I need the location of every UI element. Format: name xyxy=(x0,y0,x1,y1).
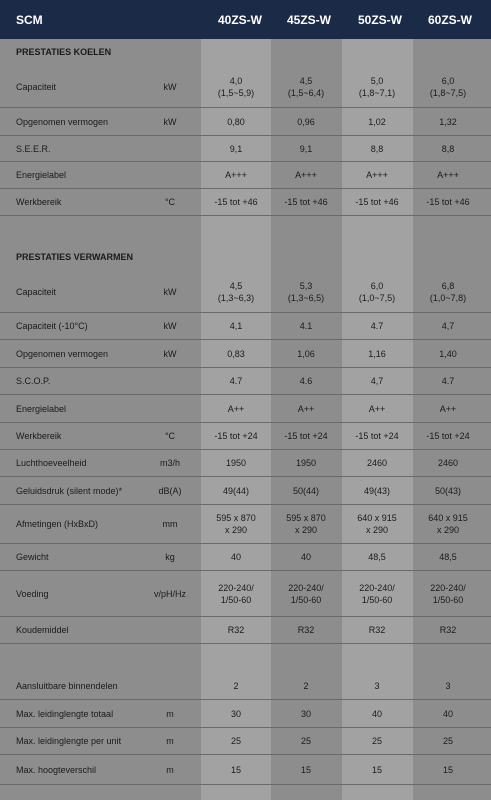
row-value xyxy=(413,551,483,563)
row-value xyxy=(271,75,341,99)
value-line: 1,16 xyxy=(368,348,386,359)
value-line: -15 tot +46 xyxy=(284,197,328,207)
row-label: Capaciteit xyxy=(16,287,57,297)
value-line: -15 tot +24 xyxy=(426,431,470,441)
row-value xyxy=(201,735,271,747)
value-line: 6,0 xyxy=(441,75,455,86)
value-line: 9,1 xyxy=(299,143,313,154)
value-line: 2 xyxy=(233,681,239,691)
table-row xyxy=(0,673,491,700)
row-value xyxy=(201,320,271,332)
row-value xyxy=(342,196,412,208)
value-line: 40 xyxy=(371,708,382,719)
row-value xyxy=(271,280,341,304)
value-line: A+++ xyxy=(225,170,247,180)
value-line: 220-240/ xyxy=(430,582,466,593)
value-line: 4,7 xyxy=(441,321,455,331)
row-value xyxy=(342,680,412,692)
value-line: 220-240/ xyxy=(359,582,395,593)
row-value xyxy=(342,551,412,563)
row-value xyxy=(342,624,412,636)
value-line: 4.7 xyxy=(229,376,243,386)
table-row xyxy=(0,571,491,617)
model-60: 60ZS-W xyxy=(428,13,473,27)
row-value xyxy=(201,169,271,181)
value-line: 3 xyxy=(445,681,451,691)
value-line: 4,5 xyxy=(299,75,313,86)
value-line: 15 xyxy=(300,764,311,775)
row-unit: °C xyxy=(164,197,176,207)
value-line: R32 xyxy=(297,625,315,635)
row-unit: kW xyxy=(163,348,177,359)
value-line: 220-240/ xyxy=(218,582,254,593)
value-line: 220-240/ xyxy=(288,582,324,593)
value-line: x 290 xyxy=(294,525,318,535)
row-unit: kW xyxy=(163,81,177,92)
value-line: (1,8~7,5) xyxy=(429,87,467,98)
row-label: Voeding xyxy=(16,588,49,599)
value-line: 1950 xyxy=(225,458,247,468)
row-value xyxy=(271,485,341,497)
row-value xyxy=(201,485,271,497)
row-unit: kW xyxy=(163,287,177,297)
value-line: -15 tot +24 xyxy=(355,431,399,441)
value-line: 25 xyxy=(230,736,241,746)
value-line: 25 xyxy=(371,736,382,746)
value-line: 15 xyxy=(442,764,453,775)
row-value xyxy=(413,375,483,387)
row-value xyxy=(342,280,412,304)
row-value xyxy=(413,196,483,208)
row-value xyxy=(201,708,271,720)
row-value xyxy=(342,457,412,469)
table-row xyxy=(0,700,491,728)
value-line: 30 xyxy=(230,708,241,719)
table-header xyxy=(0,0,491,39)
row-value xyxy=(201,551,271,563)
value-line: -15 tot +24 xyxy=(214,431,258,441)
value-line: (1,8~7,1) xyxy=(358,87,396,98)
table-row xyxy=(0,450,491,477)
value-line: 640 x 915 xyxy=(357,513,397,523)
row-value xyxy=(271,348,341,360)
value-line: 0,80 xyxy=(227,116,245,127)
row-value xyxy=(413,169,483,181)
row-value xyxy=(413,582,483,606)
value-line: 640 x 915 xyxy=(428,513,468,523)
value-line: x 290 xyxy=(224,525,248,535)
row-value xyxy=(201,430,271,442)
row-label: Capaciteit xyxy=(16,81,57,92)
row-value xyxy=(201,403,271,415)
value-line: A++ xyxy=(439,403,457,414)
value-line: 49(44) xyxy=(222,485,249,496)
value-line: (1,5~6,4) xyxy=(287,87,325,98)
value-line: 4.7 xyxy=(370,321,384,331)
model-50: 50ZS-W xyxy=(358,13,403,27)
row-label: Capaciteit (-10°C) xyxy=(16,321,88,331)
row-label: Energielabel xyxy=(16,403,67,414)
table-row xyxy=(0,505,491,544)
row-value xyxy=(271,764,341,776)
row-value xyxy=(342,116,412,128)
table-row xyxy=(0,477,491,505)
row-unit: m3/h xyxy=(159,458,180,468)
table-row xyxy=(0,189,491,216)
row-value xyxy=(201,348,271,360)
row-value xyxy=(271,551,341,563)
row-value xyxy=(342,320,412,332)
row-value xyxy=(201,280,271,304)
value-line: 2460 xyxy=(437,458,459,468)
row-value xyxy=(413,75,483,99)
row-label: Opgenomen vermogen xyxy=(16,116,109,127)
row-value xyxy=(271,624,341,636)
value-line: 6,0 xyxy=(370,281,384,291)
value-line: (1,5~5,9) xyxy=(217,87,255,98)
value-line: 8,8 xyxy=(370,143,384,154)
value-line: 595 x 870 xyxy=(286,513,326,523)
row-value xyxy=(271,143,341,155)
row-label: Afmetingen (HxBxD) xyxy=(16,519,99,529)
row-value xyxy=(201,75,271,99)
row-unit: kg xyxy=(165,552,175,562)
table-row xyxy=(0,617,491,644)
row-value xyxy=(413,116,483,128)
row-unit: kW xyxy=(163,321,177,331)
value-line: (1,3~6,3) xyxy=(217,293,255,303)
table-row xyxy=(0,395,491,423)
row-label: Opgenomen vermogen xyxy=(16,348,109,359)
row-value xyxy=(201,624,271,636)
value-line: 15 xyxy=(371,764,382,775)
row-value xyxy=(342,143,412,155)
row-value xyxy=(342,348,412,360)
value-line: 2 xyxy=(303,681,309,691)
row-value xyxy=(342,375,412,387)
value-line: 1,06 xyxy=(297,348,315,359)
row-value xyxy=(271,457,341,469)
row-label: Max. leidinglengte per unit xyxy=(16,736,122,746)
value-line: 8,8 xyxy=(441,143,455,154)
section-title-heating: PRESTATIES VERWARMEN xyxy=(16,252,134,262)
value-line: 4,1 xyxy=(229,321,243,331)
model-40: 40ZS-W xyxy=(218,13,263,27)
row-value xyxy=(413,485,483,497)
table-row xyxy=(0,66,491,108)
value-line: A+++ xyxy=(295,170,317,180)
value-line: 1,40 xyxy=(439,348,457,359)
row-value xyxy=(201,512,271,536)
value-line: (1,3~6,5) xyxy=(287,293,325,303)
value-line: 2460 xyxy=(366,458,388,468)
table-row xyxy=(0,136,491,162)
value-line: 1950 xyxy=(295,458,317,468)
value-line: 6,8 xyxy=(441,281,455,291)
value-line: 4.7 xyxy=(441,376,455,386)
row-value xyxy=(342,735,412,747)
section-title-cooling: PRESTATIES KOELEN xyxy=(16,47,112,57)
table-row xyxy=(0,755,491,785)
row-value xyxy=(342,582,412,606)
row-label: S.E.E.R. xyxy=(16,143,51,154)
row-label: Energielabel xyxy=(16,170,67,180)
row-value xyxy=(342,403,412,415)
value-line: 25 xyxy=(442,736,453,746)
model-45: 45ZS-W xyxy=(287,13,332,27)
value-line: 50(43) xyxy=(434,485,461,496)
table-row xyxy=(0,313,491,340)
row-value xyxy=(271,116,341,128)
row-value xyxy=(413,624,483,636)
row-label: Max. leidinglengte totaal xyxy=(16,708,114,719)
row-value xyxy=(201,196,271,208)
table-row xyxy=(0,108,491,136)
value-line: 48,5 xyxy=(439,552,457,562)
value-line: A++ xyxy=(297,403,315,414)
value-line: 1,32 xyxy=(439,116,457,127)
row-label: Geluidsdruk (silent mode)* xyxy=(16,485,123,496)
row-value xyxy=(342,430,412,442)
row-value xyxy=(201,764,271,776)
row-value xyxy=(413,280,483,304)
value-line: -15 tot +46 xyxy=(355,197,399,207)
row-value xyxy=(413,143,483,155)
row-value xyxy=(413,708,483,720)
row-value xyxy=(271,708,341,720)
row-value xyxy=(201,582,271,606)
value-line: 40 xyxy=(442,708,453,719)
row-label: Werkbereik xyxy=(16,431,62,441)
value-line: -15 tot +46 xyxy=(214,197,258,207)
table-row xyxy=(0,162,491,189)
table-row xyxy=(0,272,491,313)
value-line: 4.1 xyxy=(299,321,313,331)
value-line: -15 tot +46 xyxy=(426,197,470,207)
row-unit: m xyxy=(166,736,174,746)
row-value xyxy=(271,196,341,208)
value-line: 40 xyxy=(300,552,311,562)
value-line: R32 xyxy=(368,625,386,635)
table-row xyxy=(0,423,491,450)
value-line: (1,0~7,5) xyxy=(358,293,396,303)
row-value xyxy=(271,430,341,442)
row-label: Koudemiddel xyxy=(16,625,69,635)
row-value xyxy=(342,75,412,99)
value-line: 5,3 xyxy=(299,281,313,291)
value-line: A+++ xyxy=(366,170,388,180)
value-line: (1,0~7,8) xyxy=(429,293,467,303)
table-row xyxy=(0,728,491,755)
row-value xyxy=(271,582,341,606)
row-value xyxy=(271,403,341,415)
value-line: 48,5 xyxy=(368,552,386,562)
row-value xyxy=(201,143,271,155)
value-line: 4,0 xyxy=(229,75,243,86)
value-line: 30 xyxy=(300,708,311,719)
row-value xyxy=(342,485,412,497)
row-unit: m xyxy=(166,708,174,719)
row-label: Aansluitbare binnendelen xyxy=(16,681,118,691)
value-line: A++ xyxy=(368,403,386,414)
value-line: 4,7 xyxy=(370,376,384,386)
row-value xyxy=(271,735,341,747)
value-line: 9,1 xyxy=(229,143,243,154)
value-line: 1,02 xyxy=(368,116,386,127)
value-line: 595 x 870 xyxy=(216,513,256,523)
value-line: 1/50-60 xyxy=(361,594,393,605)
value-line: x 290 xyxy=(436,525,460,535)
value-line: 3 xyxy=(374,681,380,691)
row-label: Max. hoogteverschil xyxy=(16,764,97,775)
value-line: R32 xyxy=(227,625,245,635)
value-line: 15 xyxy=(230,764,241,775)
row-value xyxy=(271,169,341,181)
row-value xyxy=(413,764,483,776)
value-line: R32 xyxy=(439,625,457,635)
value-line: 40 xyxy=(230,552,241,562)
row-value xyxy=(201,116,271,128)
row-value xyxy=(342,512,412,536)
value-line: 49(43) xyxy=(363,485,390,496)
row-value xyxy=(271,320,341,332)
value-line: A+++ xyxy=(437,170,459,180)
row-value xyxy=(413,430,483,442)
row-unit: mm xyxy=(162,519,178,529)
row-value xyxy=(271,680,341,692)
row-unit: dB(A) xyxy=(158,485,182,496)
row-label: Luchthoeveelheid xyxy=(16,458,87,468)
row-label: S.C.O.P. xyxy=(16,376,51,386)
row-value xyxy=(413,512,483,536)
row-value xyxy=(413,348,483,360)
row-value xyxy=(413,457,483,469)
value-line: 1/50-60 xyxy=(432,594,464,605)
row-unit: °C xyxy=(164,431,176,441)
value-line: 25 xyxy=(300,736,311,746)
header-label: SCM xyxy=(16,13,43,27)
row-value xyxy=(413,680,483,692)
row-unit: kW xyxy=(163,116,177,127)
row-value xyxy=(413,320,483,332)
row-unit: v/pH/Hz xyxy=(153,588,186,599)
row-value xyxy=(413,735,483,747)
value-line: 0,83 xyxy=(227,348,245,359)
value-line: 0,96 xyxy=(297,116,315,127)
value-line: 5,0 xyxy=(370,75,384,86)
value-line: 1/50-60 xyxy=(290,594,322,605)
value-line: 4,5 xyxy=(229,281,243,291)
table-row xyxy=(0,340,491,368)
row-value xyxy=(201,457,271,469)
row-value xyxy=(271,375,341,387)
row-value xyxy=(342,169,412,181)
row-value xyxy=(201,680,271,692)
table-row xyxy=(0,368,491,395)
row-value xyxy=(342,764,412,776)
row-value xyxy=(413,403,483,415)
value-line: 4.6 xyxy=(299,376,313,386)
row-label: Werkbereik xyxy=(16,197,62,207)
row-label: Gewicht xyxy=(16,552,49,562)
value-line: 50(44) xyxy=(292,485,319,496)
value-line: 1/50-60 xyxy=(220,594,252,605)
table-row xyxy=(0,544,491,571)
value-line: -15 tot +24 xyxy=(284,431,328,441)
row-value xyxy=(342,708,412,720)
row-value xyxy=(201,375,271,387)
value-line: A++ xyxy=(227,403,245,414)
row-value xyxy=(271,512,341,536)
row-unit: m xyxy=(166,764,174,775)
value-line: x 290 xyxy=(365,525,389,535)
